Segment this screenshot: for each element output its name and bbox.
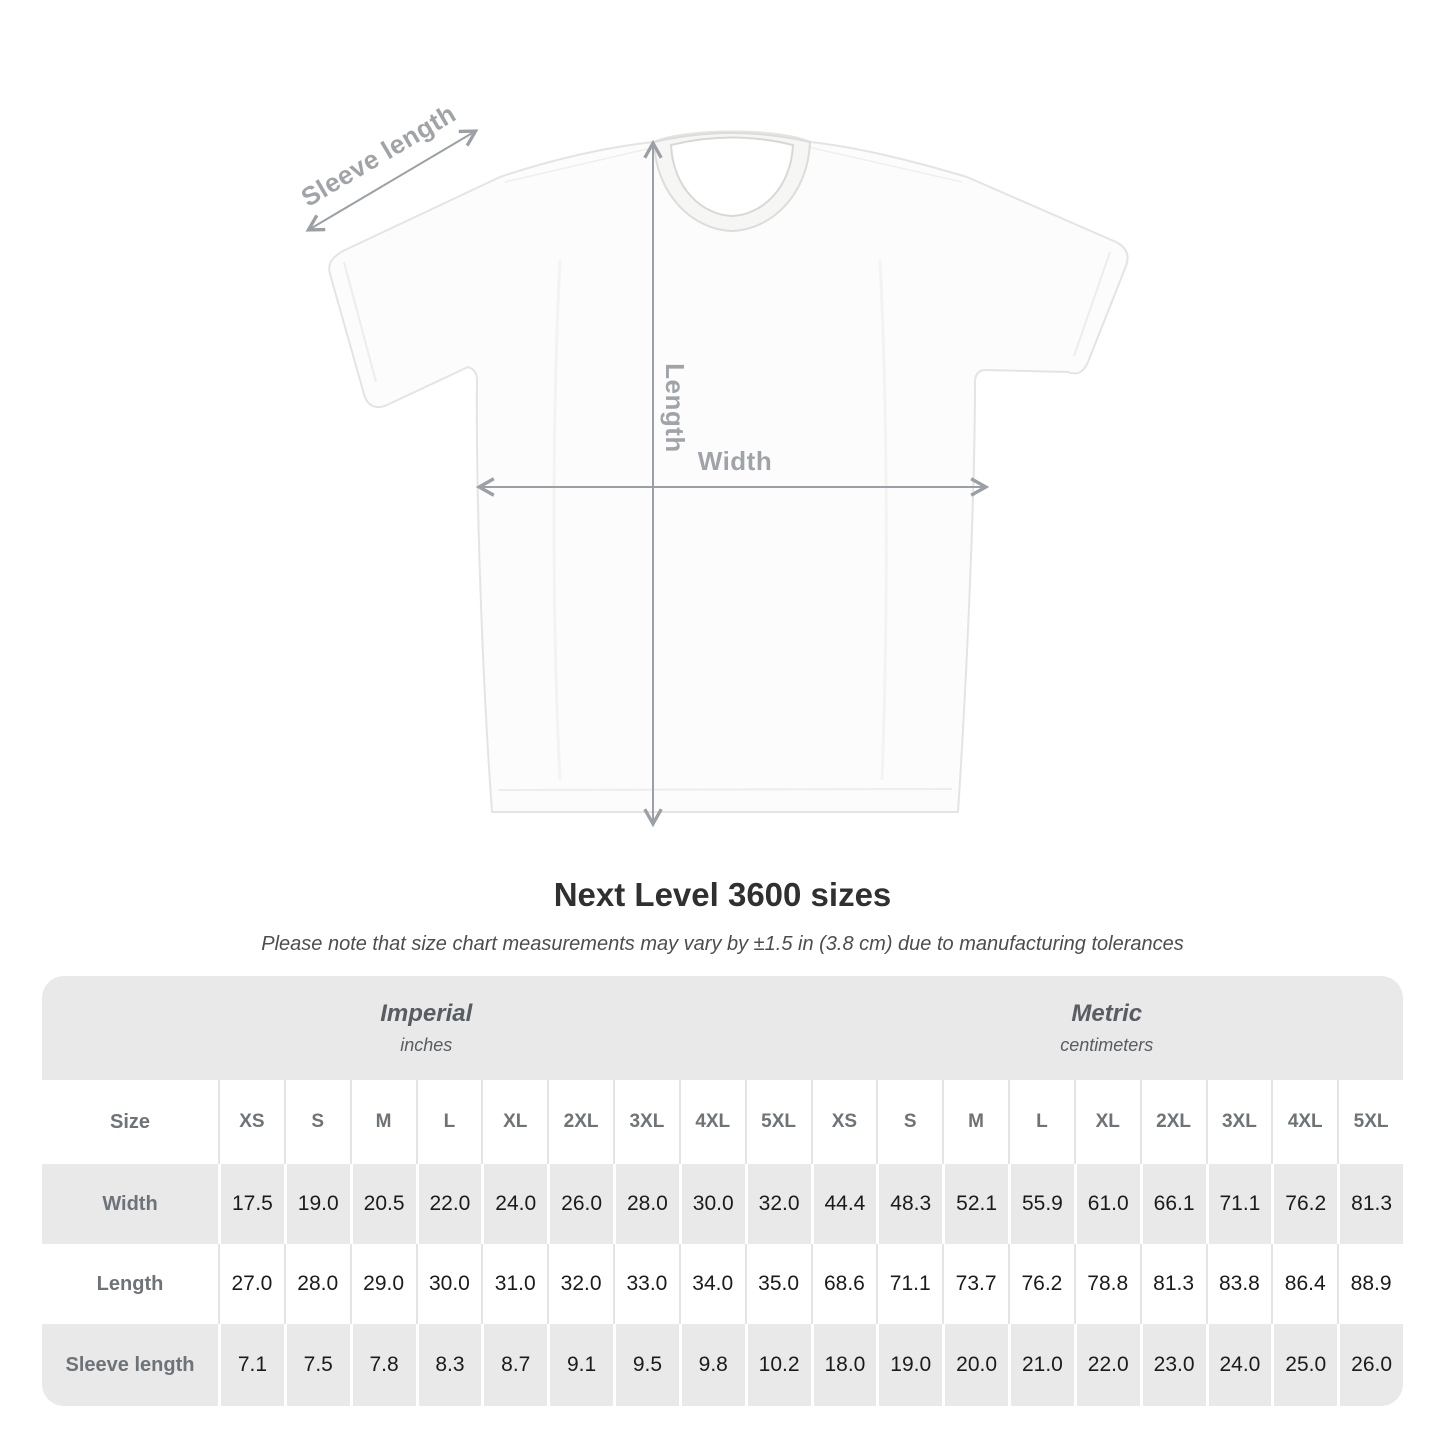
group-label: Metric xyxy=(1071,1000,1143,1027)
width-label: Width xyxy=(697,446,773,476)
value-cell: 44.4 xyxy=(811,1164,877,1244)
size-col-metric-xl: XL xyxy=(1074,1080,1140,1164)
value-cell: 32.0 xyxy=(745,1164,811,1244)
value-cell: 22.0 xyxy=(416,1164,482,1244)
value-cell: 7.1 xyxy=(218,1324,284,1406)
value-cell: 28.0 xyxy=(284,1244,350,1324)
size-col-imperial-4xl: 4XL xyxy=(679,1080,745,1164)
value-cell: 71.1 xyxy=(1206,1164,1272,1244)
value-cell: 86.4 xyxy=(1271,1244,1337,1324)
length-label: Length xyxy=(660,363,690,453)
value-cell: 35.0 xyxy=(745,1244,811,1324)
value-cell: 61.0 xyxy=(1074,1164,1140,1244)
table-row-length xyxy=(42,1244,1403,1324)
value-cell: 9.1 xyxy=(547,1324,613,1406)
value-cell: 25.0 xyxy=(1271,1324,1337,1406)
size-col-metric-xs: XS xyxy=(811,1080,877,1164)
value-cell: 76.2 xyxy=(1008,1244,1074,1324)
value-cell: 83.8 xyxy=(1206,1244,1272,1324)
value-cell: 28.0 xyxy=(613,1164,679,1244)
value-cell: 33.0 xyxy=(613,1244,679,1324)
value-cell: 9.5 xyxy=(613,1324,679,1406)
value-cell: 78.8 xyxy=(1074,1244,1140,1324)
hem-stitch xyxy=(498,789,952,790)
value-cell: 20.5 xyxy=(350,1164,416,1244)
tolerance-note: Please note that size chart measurements may vary by ±1.5 in (3.8 cm) due to manufacturing tolerances xyxy=(261,933,1184,955)
group-unit: inches xyxy=(400,1035,453,1055)
size-col-imperial-2xl: 2XL xyxy=(547,1080,613,1164)
value-cell: 24.0 xyxy=(481,1164,547,1244)
value-cell: 17.5 xyxy=(218,1164,284,1244)
size-col-metric-5xl: 5XL xyxy=(1337,1080,1403,1164)
value-cell: 8.3 xyxy=(416,1324,482,1406)
value-cell: 81.3 xyxy=(1337,1164,1403,1244)
value-cell: 19.0 xyxy=(876,1324,942,1406)
page-title: Next Level 3600 sizes xyxy=(553,876,892,913)
value-cell: 34.0 xyxy=(679,1244,745,1324)
value-cell: 23.0 xyxy=(1140,1324,1206,1406)
value-cell: 48.3 xyxy=(876,1164,942,1244)
size-col-imperial-xl: XL xyxy=(481,1080,547,1164)
value-cell: 9.8 xyxy=(679,1324,745,1406)
size-col-metric-2xl: 2XL xyxy=(1140,1080,1206,1164)
value-cell: 30.0 xyxy=(416,1244,482,1324)
value-cell: 18.0 xyxy=(811,1324,877,1406)
table-row-width xyxy=(42,1164,1403,1244)
size-table xyxy=(42,976,1403,1406)
size-col-metric-s: S xyxy=(876,1080,942,1164)
size-col-imperial-m: M xyxy=(350,1080,416,1164)
size-col-imperial-5xl: 5XL xyxy=(745,1080,811,1164)
row-label: Length xyxy=(96,1272,164,1295)
value-cell: 19.0 xyxy=(284,1164,350,1244)
size-col-metric-3xl: 3XL xyxy=(1206,1080,1272,1164)
value-cell: 32.0 xyxy=(547,1244,613,1324)
size-col-metric-m: M xyxy=(942,1080,1008,1164)
size-col-imperial-l: L xyxy=(416,1080,482,1164)
value-cell: 27.0 xyxy=(218,1244,284,1324)
table-size-header-row xyxy=(42,1080,1403,1164)
value-cell: 88.9 xyxy=(1337,1244,1403,1324)
value-cell: 7.5 xyxy=(284,1324,350,1406)
row-label: Width xyxy=(42,1164,218,1244)
sleeve-length-label: Sleeve length xyxy=(295,98,461,213)
value-cell: 7.8 xyxy=(350,1324,416,1406)
group-label: Imperial xyxy=(380,1000,473,1027)
value-cell: 30.0 xyxy=(679,1164,745,1244)
value-cell: 8.7 xyxy=(481,1324,547,1406)
size-col-imperial-s: S xyxy=(284,1080,350,1164)
row-label: Sleeve length xyxy=(42,1324,218,1406)
group-header-metric xyxy=(811,976,1404,1080)
value-cell: 10.2 xyxy=(745,1324,811,1406)
group-header-imperial xyxy=(42,976,811,1080)
value-cell: 66.1 xyxy=(1140,1164,1206,1244)
size-col-metric-l: L xyxy=(1008,1080,1074,1164)
value-cell: 26.0 xyxy=(547,1164,613,1244)
value-cell: 68.6 xyxy=(811,1244,877,1324)
value-cell: 76.2 xyxy=(1271,1164,1337,1244)
group-unit: centimeters xyxy=(1060,1035,1154,1055)
value-cell: 52.1 xyxy=(942,1164,1008,1244)
size-col-metric-4xl: 4XL xyxy=(1271,1080,1337,1164)
table-row-sleeve-length xyxy=(42,1324,1403,1406)
value-cell: 21.0 xyxy=(1008,1324,1074,1406)
table-group-header-row xyxy=(42,976,1403,1080)
value-cell: 22.0 xyxy=(1074,1324,1140,1406)
value-cell: 73.7 xyxy=(942,1244,1008,1324)
value-cell: 55.9 xyxy=(1008,1164,1074,1244)
value-cell: 29.0 xyxy=(350,1244,416,1324)
value-cell: 31.0 xyxy=(481,1244,547,1324)
value-cell: 26.0 xyxy=(1337,1324,1403,1406)
value-cell: 81.3 xyxy=(1140,1244,1206,1324)
value-cell: 71.1 xyxy=(876,1244,942,1324)
value-cell: 20.0 xyxy=(942,1324,1008,1406)
value-cell: 24.0 xyxy=(1206,1324,1272,1406)
size-header-label: Size xyxy=(109,1110,151,1133)
size-col-imperial-3xl: 3XL xyxy=(613,1080,679,1164)
size-col-imperial-xs: XS xyxy=(218,1080,284,1164)
